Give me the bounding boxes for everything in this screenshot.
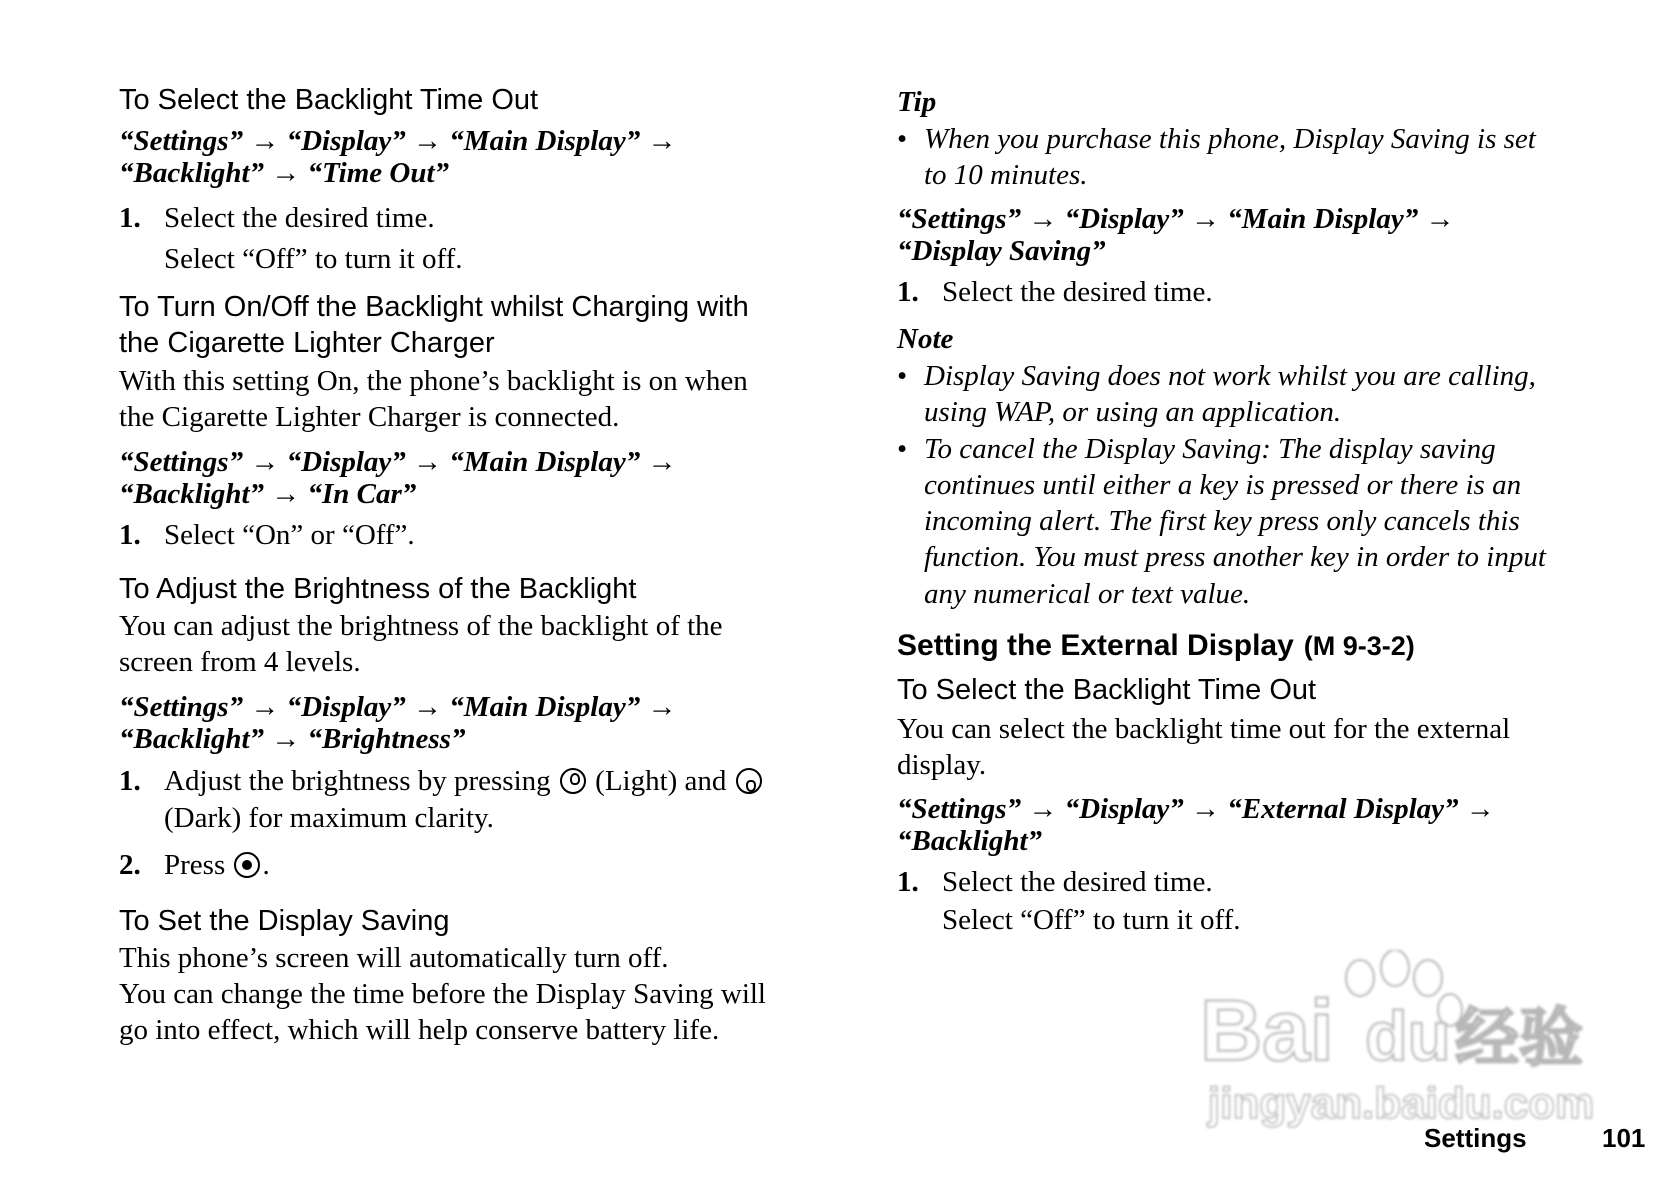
saving-para-line2: You can change the time before the Display Saving will bbox=[119, 978, 766, 1010]
watermark-cn: 经验 bbox=[1455, 1002, 1583, 1076]
menu-path-timeout-line1: “Settings” → “Display” → “Main Display” → bbox=[119, 125, 677, 157]
page-number: 101 bbox=[1602, 1123, 1646, 1153]
charging-para-line1: With this setting On, the phone’s backlight is on when bbox=[119, 365, 748, 397]
step-select-on-off: 1. Select “On” or “Off”. bbox=[119, 519, 415, 551]
menu-path-saving-line2: “Display Saving” bbox=[897, 235, 1106, 267]
step-ext-select-time: 1. Select the desired time. bbox=[897, 866, 1213, 898]
menu-path-timeout-line2: “Backlight” → “Time Out” bbox=[119, 157, 450, 189]
brightness-para-line2: screen from 4 levels. bbox=[119, 646, 361, 678]
step-saving-time: 1. Select the desired time. bbox=[897, 276, 1213, 308]
menu-path-brightness-line2: “Backlight” → “Brightness” bbox=[119, 723, 466, 755]
saving-para-line3: go into effect, which will help conserve battery life. bbox=[119, 1014, 720, 1046]
heading-charging-line1: To Turn On/Off the Backlight whilst Charging with bbox=[119, 291, 749, 323]
note-label: Note bbox=[897, 323, 954, 355]
menu-path-external-line2: “Backlight” bbox=[897, 825, 1043, 857]
menu-path-incar-line1: “Settings” → “Display” → “Main Display” → bbox=[119, 446, 677, 478]
heading-backlight-timeout: To Select the Backlight Time Out bbox=[119, 84, 539, 116]
nav-key-up-icon bbox=[560, 768, 586, 794]
heading-display-saving: To Set the Display Saving bbox=[119, 905, 450, 937]
baidu-watermark-logo bbox=[1200, 950, 1600, 1130]
charging-para-line2: the Cigarette Lighter Charger is connected. bbox=[119, 401, 620, 433]
step-adjust-brightness-line2: (Dark) for maximum clarity. bbox=[164, 802, 494, 834]
heading-external-display: Setting the External Display (M 9-3-2) bbox=[897, 629, 1415, 662]
watermark-url: jingyan.baidu.com bbox=[1208, 1079, 1595, 1128]
heading-ext-backlight-timeout: To Select the Backlight Time Out bbox=[897, 674, 1317, 706]
tip-label: Tip bbox=[897, 86, 937, 118]
external-para-line1: You can select the backlight time out for the external bbox=[897, 713, 1511, 745]
nav-key-down-icon bbox=[736, 768, 762, 794]
step-select-off: Select “Off” to turn it off. bbox=[164, 243, 463, 275]
step-press-center: 2. Press . bbox=[119, 849, 270, 881]
step-adjust-brightness: 1. Adjust the brightness by pressing (Light) and bbox=[119, 763, 764, 799]
watermark-brand: Bai bbox=[1200, 983, 1334, 1079]
menu-path-saving-line1: “Settings” → “Display” → “Main Display” → bbox=[897, 203, 1455, 235]
heading-charging-line2: the Cigarette Lighter Charger bbox=[119, 327, 495, 359]
saving-para-line1: This phone’s screen will automatically turn off. bbox=[119, 942, 669, 974]
menu-path-incar-line2: “Backlight” → “In Car” bbox=[119, 478, 417, 510]
menu-path-external-line1: “Settings” → “Display” → “External Display” → bbox=[897, 793, 1495, 825]
center-key-icon bbox=[234, 852, 260, 878]
brightness-para-line1: You can adjust the brightness of the backlight of the bbox=[119, 610, 723, 642]
step-ext-select-off: Select “Off” to turn it off. bbox=[942, 904, 1241, 936]
footer-section-title: Settings bbox=[1424, 1123, 1527, 1153]
heading-brightness: To Adjust the Brightness of the Backlight bbox=[119, 573, 637, 605]
menu-path-brightness-line1: “Settings” → “Display” → “Main Display” → bbox=[119, 691, 677, 723]
menu-code: (M 9-3-2) bbox=[1303, 631, 1415, 661]
external-para-line2: display. bbox=[897, 749, 987, 781]
watermark-brand2: du bbox=[1365, 997, 1451, 1075]
step-select-time: 1. Select the desired time. bbox=[119, 202, 435, 234]
